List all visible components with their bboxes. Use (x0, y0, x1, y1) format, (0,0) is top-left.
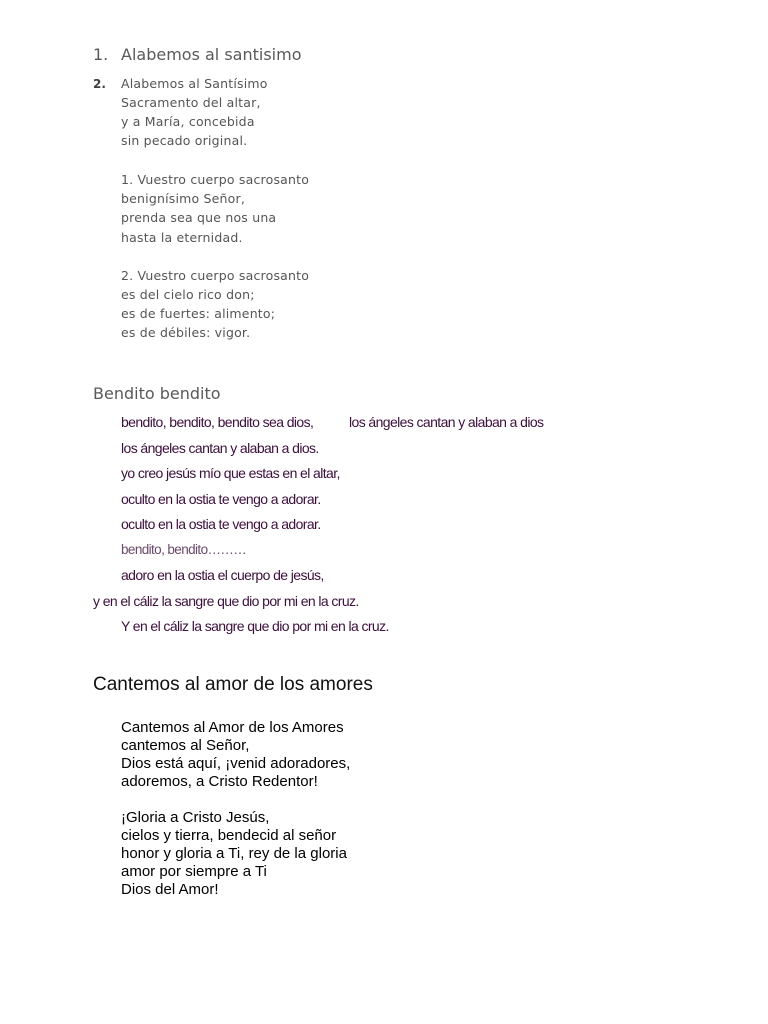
section1-item-number: 2. (93, 77, 106, 91)
section3-line: honor y gloria a Ti, rey de la gloria (121, 845, 347, 862)
section1-line: Alabemos al Santísimo (121, 76, 268, 91)
section3-line: Dios del Amor! (121, 881, 219, 898)
section1-line: es de débiles: vigor. (121, 325, 251, 340)
section1-heading: Alabemos al santisimo (121, 45, 302, 64)
section2-line: adoro en la ostia el cuerpo de jesús, (121, 567, 324, 583)
section2-line: los ángeles cantan y alaban a dios (349, 414, 544, 430)
section3-line: amor por siempre a Ti (121, 863, 267, 880)
section2-line: los ángeles cantan y alaban a dios. (121, 440, 319, 456)
section2-line: y en el cáliz la sangre que dio por mi en la cruz. (93, 593, 359, 609)
section1-line: sin pecado original. (121, 133, 248, 148)
section3-line: Cantemos al Amor de los Amores (121, 719, 344, 736)
section2-line: bendito, bendito, bendito sea dios, (121, 414, 314, 430)
section2-line: oculto en la ostia te vengo a adorar. (121, 491, 321, 507)
section3-line: ¡Gloria a Cristo Jesús, (121, 809, 270, 826)
section2-line: oculto en la ostia te vengo a adorar. (121, 516, 321, 532)
section1-line: Sacramento del altar, (121, 95, 261, 110)
section1-line: hasta la eternidad. (121, 230, 243, 245)
section3-heading: Cantemos al amor de los amores (93, 674, 373, 695)
section3-line: cielos y tierra, bendecid al señor (121, 827, 337, 844)
section1-line: prenda sea que nos una (121, 210, 277, 225)
section1-line: es del cielo rico don; (121, 287, 255, 302)
section3-line: cantemos al Señor, (121, 737, 250, 754)
section1-line: es de fuertes: alimento; (121, 306, 276, 321)
section2-heading: Bendito bendito (93, 384, 221, 403)
section1-line: y a María, concebida (121, 114, 255, 129)
section1-line: 1. Vuestro cuerpo sacrosanto (121, 172, 310, 187)
section2-line: bendito, bendito……… (121, 542, 247, 557)
section3-line: Dios está aquí, ¡venid adoradores, (121, 755, 351, 772)
section1-line: 2. Vuestro cuerpo sacrosanto (121, 268, 310, 283)
section3-line: adoremos, a Cristo Redentor! (121, 773, 318, 790)
section1-heading-number: 1. (93, 45, 109, 64)
section2-line: Y en el cáliz la sangre que dio por mi en la cruz. (121, 618, 389, 634)
section2-line: yo creo jesús mío que estas en el altar, (121, 465, 340, 481)
section1-line: benignísimo Señor, (121, 191, 246, 206)
